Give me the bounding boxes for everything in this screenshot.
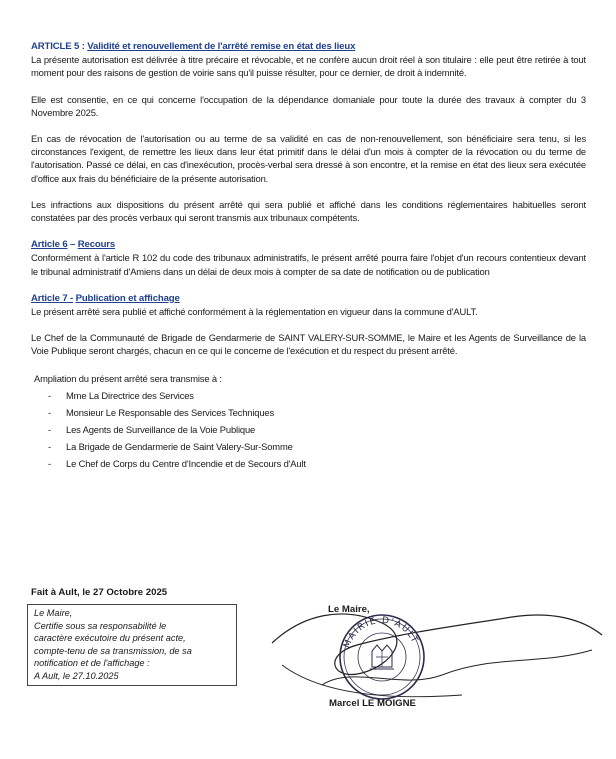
signatory-title: Le Maire,	[328, 604, 370, 615]
document-body	[31, 40, 586, 472]
article5-paragraph-1: La présente autorisation est délivrée à titre précaire et révocable, et ne confère aucun droit réel à son titulaire : elle peut être retirée à tout moment pour des raisons de gestion de voirie sans qu'il puisse résulter, pour ce dernier, de droit à indemnité.	[31, 54, 586, 79]
list-item: - Les Agents de Surveillance de la Voie Publique	[48, 423, 256, 435]
article7-paragraph-1: Le présent arrêté sera publié et affiché conformément à la réglementation en vigueur dans la commune d'AULT.	[31, 306, 478, 318]
article7-paragraph-2: Le Chef de la Communauté de Brigade de Gendarmerie de SAINT VALERY-SUR-SOMME, le Maire et les Agents de Surveillance de la Voie Publique seront chargés, chacun en ce qui le concerne de l'exécution et du respect du présent arrêté.	[31, 332, 586, 357]
article7-heading	[31, 292, 586, 305]
article6-paragraph-1: Conformément à l'article R 102 du code des tribunaux administratifs, le présent arrêté pourra faire l'objet d'un recours contentieux devant le tribunal administratif d'Amiens dans un délai de deux mois à compter de sa date de notification ou de publication	[31, 252, 586, 277]
article5-number: ARTICLE 5 :	[31, 41, 88, 52]
certif-line: Certifie sous sa responsabilité le	[34, 620, 167, 631]
certif-line: compte-tenu de sa transmission, de sa	[34, 645, 192, 656]
article6-title: Recours	[77, 239, 116, 251]
article7-number: Article 7 -	[31, 292, 74, 304]
article6-number: Article 6	[31, 239, 68, 251]
ampliation-intro: Ampliation du présent arrêté sera transmise à :	[34, 372, 222, 384]
article5-paragraph-4: Les infractions aux dispositions du présent arrêté qui sera publié et affiché dans les conditions réglementaires habituelles seront constatées par des procès verbaux qui seront transmis aux tribunaux compétents.	[31, 198, 586, 224]
ampliation-list	[31, 387, 586, 472]
article6-heading: Article 6 – Recours	[31, 239, 116, 251]
list-item: - Le Chef de Corps du Centre d'Incendie et de Secours d'Ault	[48, 457, 306, 469]
list-item: - Mme La Directrice des Services	[48, 389, 194, 401]
certif-line: caractère exécutoire du présent acte,	[34, 633, 186, 644]
certif-line: A Ault, le 27.10.2025	[34, 670, 119, 681]
signatory-name: Marcel LE MOIGNE	[329, 698, 416, 709]
article5-paragraph-2: Elle est consentie, en ce qui concerne l'occupation de la dépendance domaniale pour toute la durée des travaux à compter du 3 Novembre 2025.	[31, 93, 586, 118]
article5-paragraph-3: En cas de révocation de l'autorisation ou au terme de sa validité en cas de non-renouvellement, son bénéficiaire sera tenu, si les circonstances l'exigent, de remettre les lieux dans leur état primitif dans le délai d'un mois à compter de la révocation ou du terme de l'autorisation. Passé ce délai, en cas d'inexécution, procès-verbal sera dressé à son encontre, et la remise en état des lieux sera exécutée d'office aux frais du bénéficiaire de la présente autorisation.	[31, 133, 586, 184]
certif-line: notification et de l'affichage :	[34, 658, 150, 669]
certification-box	[27, 604, 237, 686]
signature-stroke	[322, 650, 592, 685]
stamp-text: MAIRIE D'AULT	[342, 615, 420, 650]
list-item: - La Brigade de Gendarmerie de Saint Valery-Sur-Somme	[48, 440, 293, 452]
mairie-stamp	[340, 615, 424, 699]
signature-stamp-graphic	[262, 595, 612, 710]
signature-stroke	[272, 614, 602, 675]
article5-heading	[31, 40, 586, 53]
article5-title: Validité et renouvellement de l'arrêté remise en état des lieux	[87, 41, 356, 52]
place-date-line: Fait à Ault, le 27 Octobre 2025	[31, 587, 168, 598]
article7-title: Publication et affichage	[75, 292, 180, 304]
list-item: - Monsieur Le Responsable des Services Techniques	[48, 406, 275, 418]
certif-line: Le Maire,	[34, 608, 73, 618]
